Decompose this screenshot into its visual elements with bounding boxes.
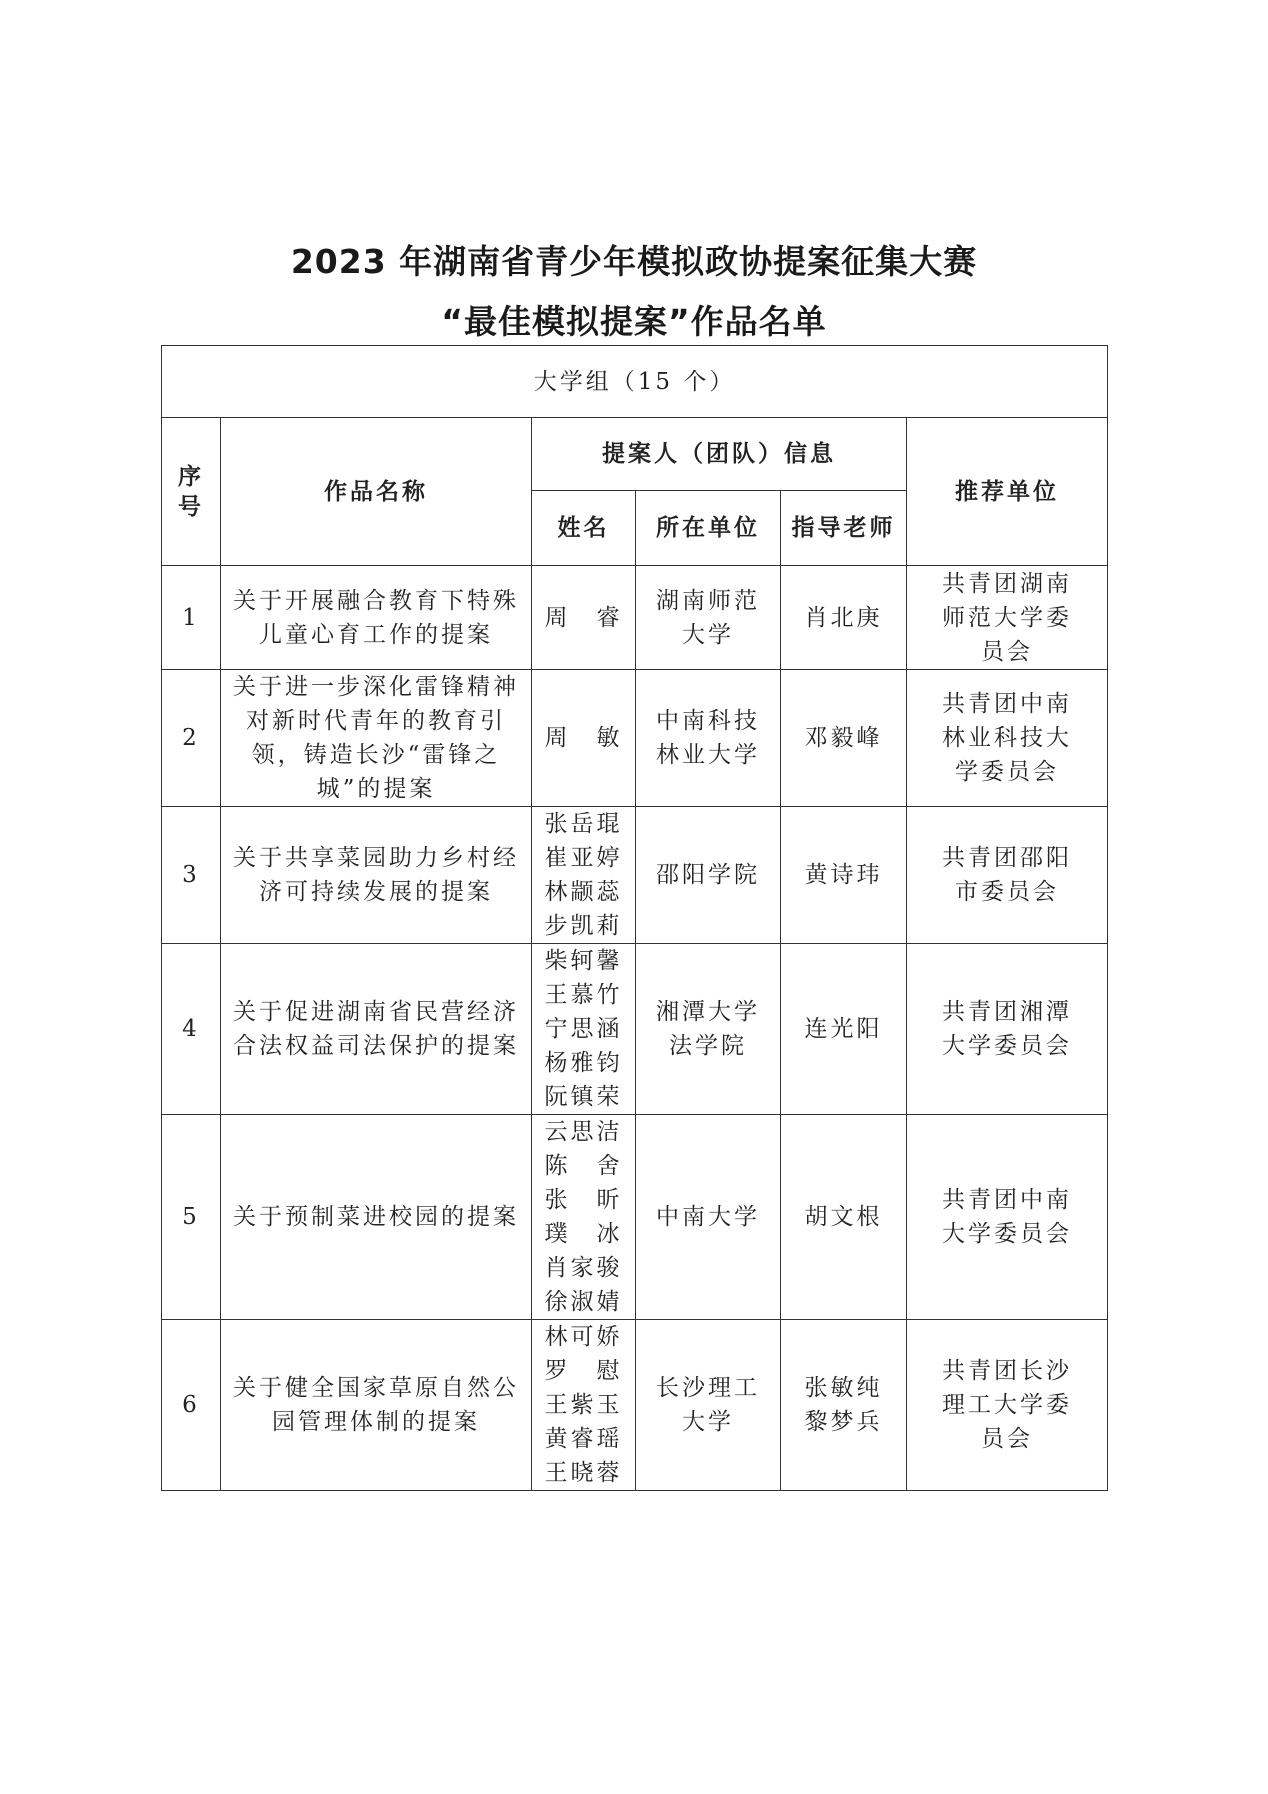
recommender: 共青团湘潭 大学委员会	[907, 944, 1108, 1115]
advisor: 邓毅峰	[781, 670, 907, 807]
proposer-names: 云思洁 陈 舍 张 昕 璞 冰 肖家骏 徐淑婧	[532, 1115, 636, 1320]
work-title: 关于共享菜园助力乡村经济可持续发展的提案	[221, 807, 532, 944]
group-label: 大学组（15 个）	[162, 346, 1108, 418]
unit-header: 所在单位	[636, 491, 781, 566]
recommender: 共青团湖南 师范大学委 员会	[907, 566, 1108, 670]
proposer-names: 周 敏	[532, 670, 636, 807]
recommender: 共青团邵阳 市委员会	[907, 807, 1108, 944]
work-title: 关于健全国家草原自然公园管理体制的提案	[221, 1320, 532, 1491]
advisor: 连光阳	[781, 944, 907, 1115]
name-header: 姓名	[532, 491, 636, 566]
recommender: 共青团长沙 理工大学委 员会	[907, 1320, 1108, 1491]
work-title: 关于开展融合教育下特殊儿童心育工作的提案	[221, 566, 532, 670]
work-name-header: 作品名称	[221, 418, 532, 566]
proposer-unit: 湖南师范 大学	[636, 566, 781, 670]
row-number: 6	[162, 1320, 221, 1491]
proposer-unit: 湘潭大学 法学院	[636, 944, 781, 1115]
advisor-header: 指导老师	[781, 491, 907, 566]
row-number: 3	[162, 807, 221, 944]
table-row	[162, 944, 1108, 1115]
proposer-names: 林可娇 罗 慰 王紫玉 黄睿瑶 王晓蓉	[532, 1320, 636, 1491]
award-table	[161, 345, 1108, 1491]
work-title: 关于预制菜进校园的提案	[221, 1115, 532, 1320]
advisor: 肖北庚	[781, 566, 907, 670]
group-header-row	[162, 346, 1108, 418]
recommender: 共青团中南 大学委员会	[907, 1115, 1108, 1320]
proposer-unit: 长沙理工 大学	[636, 1320, 781, 1491]
proposer-names: 柴轲馨 王慕竹 宁思涵 杨雅钧 阮镇荣	[532, 944, 636, 1115]
page-subtitle: “最佳模拟提案”作品名单	[441, 302, 827, 341]
proposer-names: 张岳琨 崔亚婷 林颛蕊 步凯莉	[532, 807, 636, 944]
advisor: 黄诗玮	[781, 807, 907, 944]
proposer-info-header: 提案人（团队）信息	[532, 418, 907, 491]
table-row	[162, 1115, 1108, 1320]
work-title: 关于进一步深化雷锋精神对新时代青年的教育引领，铸造长沙“雷锋之城”的提案	[221, 670, 532, 807]
proposer-unit: 中南科技 林业大学	[636, 670, 781, 807]
table-row	[162, 566, 1108, 670]
table-row	[162, 1320, 1108, 1491]
seq-header: 序 号	[162, 418, 221, 566]
row-number: 2	[162, 670, 221, 807]
proposer-unit: 中南大学	[636, 1115, 781, 1320]
row-number: 4	[162, 944, 221, 1115]
table-row	[162, 670, 1108, 807]
advisor: 胡文根	[781, 1115, 907, 1320]
recommender-header: 推荐单位	[907, 418, 1108, 566]
table-row	[162, 807, 1108, 944]
recommender: 共青团中南 林业科技大 学委员会	[907, 670, 1108, 807]
proposer-names: 周 睿	[532, 566, 636, 670]
advisor: 张敏纯 黎梦兵	[781, 1320, 907, 1491]
work-title: 关于促进湖南省民营经济合法权益司法保护的提案	[221, 944, 532, 1115]
column-header-row	[162, 418, 1108, 491]
proposer-unit: 邵阳学院	[636, 807, 781, 944]
row-number: 5	[162, 1115, 221, 1320]
row-number: 1	[162, 566, 221, 670]
page-title: 2023 年湖南省青少年模拟政协提案征集大赛	[290, 242, 978, 281]
